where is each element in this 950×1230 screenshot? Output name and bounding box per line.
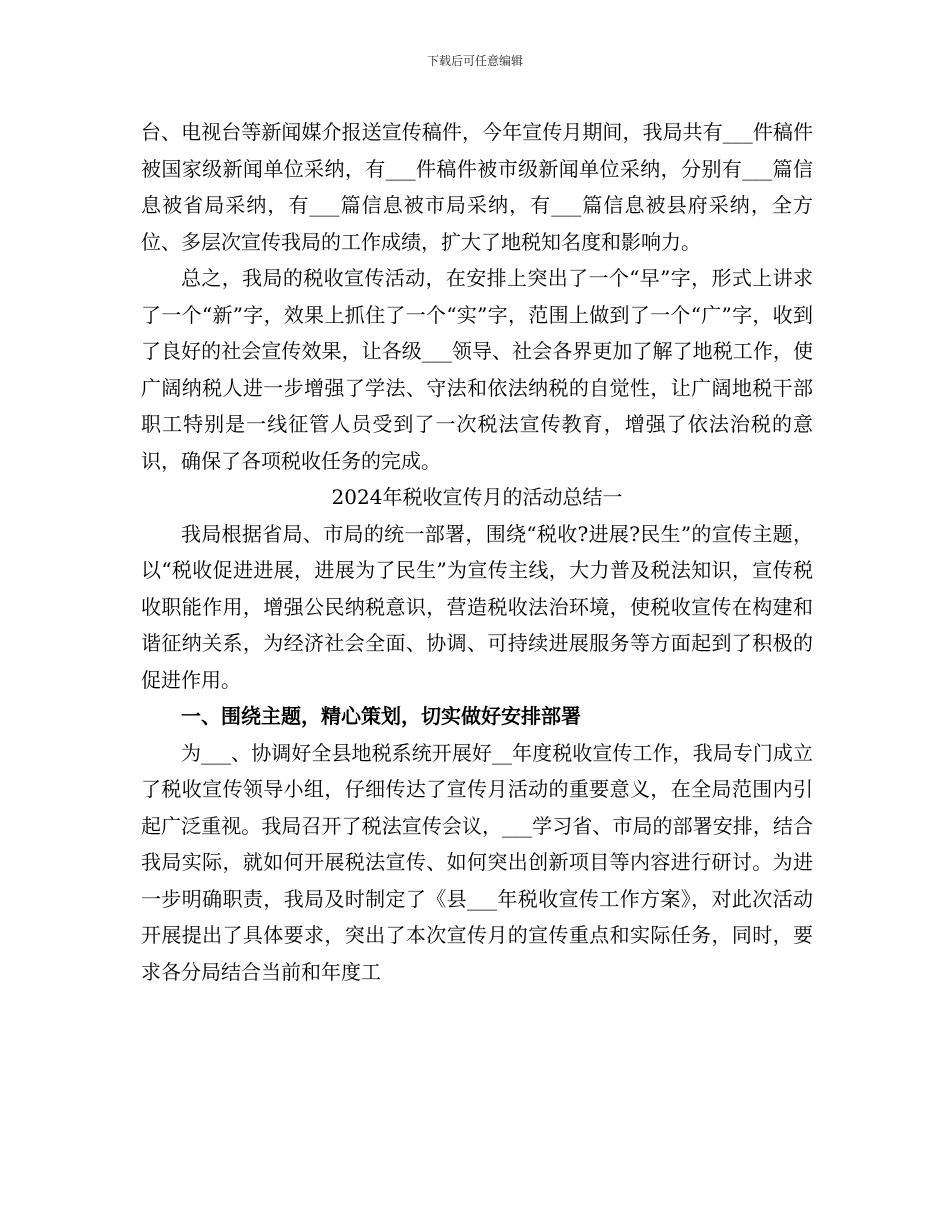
page-header-note: 下载后可任意编辑 <box>426 54 523 68</box>
document-body <box>141 114 813 990</box>
section-heading: 一、围绕主题，精心策划，切实做好安排部署 <box>181 704 581 728</box>
body-paragraph: 为___、协调好全县地税系统开展好__年度税收宣传工作，我局专门成立了税收宣传领导小组，仔细传达了宣传月活动的重要意义，在全局范围内引起广泛重视。我局召开了税法宣传会议，___学习省、市局的部署安排，结合我局实际，就如何开展税法宣传、如何突出创新项目等内容进行研讨。为进一步明确职责，我局及时制定了《县___年税收宣传工作方案》，对此次活动开展提出了具体要求，突出了本次宣传月的宣传重点和实际任务，同时，要求各分局结合当前和年度工 <box>141 740 813 984</box>
body-paragraph: 我局根据省局、市局的统一部署，围绕“税收?进展?民生”的宣传主题，以“税收促进进展，进展为了民生”为宣传主线，大力普及税法知识，宣传税收职能作用，增强公民纳税意识，营造税收法治环境，使税收宣传在构建和谐征纳关系，为经济社会全面、协调、可持续进展服务等方面起到了积极的促进作用。 <box>141 521 813 692</box>
body-paragraph: 总之，我局的税收宣传活动，在安排上突出了一个“早”字，形式上讲求了一个“新”字，效果上抓住了一个“实”字，范围上做到了一个“广”字，收到了良好的社会宣传效果，让各级___领导、社会各界更加了解了地税工作，使广阔纳税人进一步增强了学法、守法和依法纳税的自觉性，让广阔地税干部职工特别是一线征管人员受到了一次税法宣传教育，增强了依法治税的意识，确保了各项税收任务的完成。 <box>141 266 813 473</box>
body-paragraph: 台、电视台等新闻媒介报送宣传稿件，今年宣传月期间，我局共有___件稿件被国家级新闻单位采纳，有___件稿件被市级新闻单位采纳，分别有___篇信息被省局采纳，有___篇信息被市局采纳，有___篇信息被县府采纳，全方位、多层次宣传我局的工作成绩，扩大了地税知名度和影响力。 <box>141 120 813 254</box>
section-title: 2024年税收宣传月的活动总结一 <box>331 485 623 509</box>
